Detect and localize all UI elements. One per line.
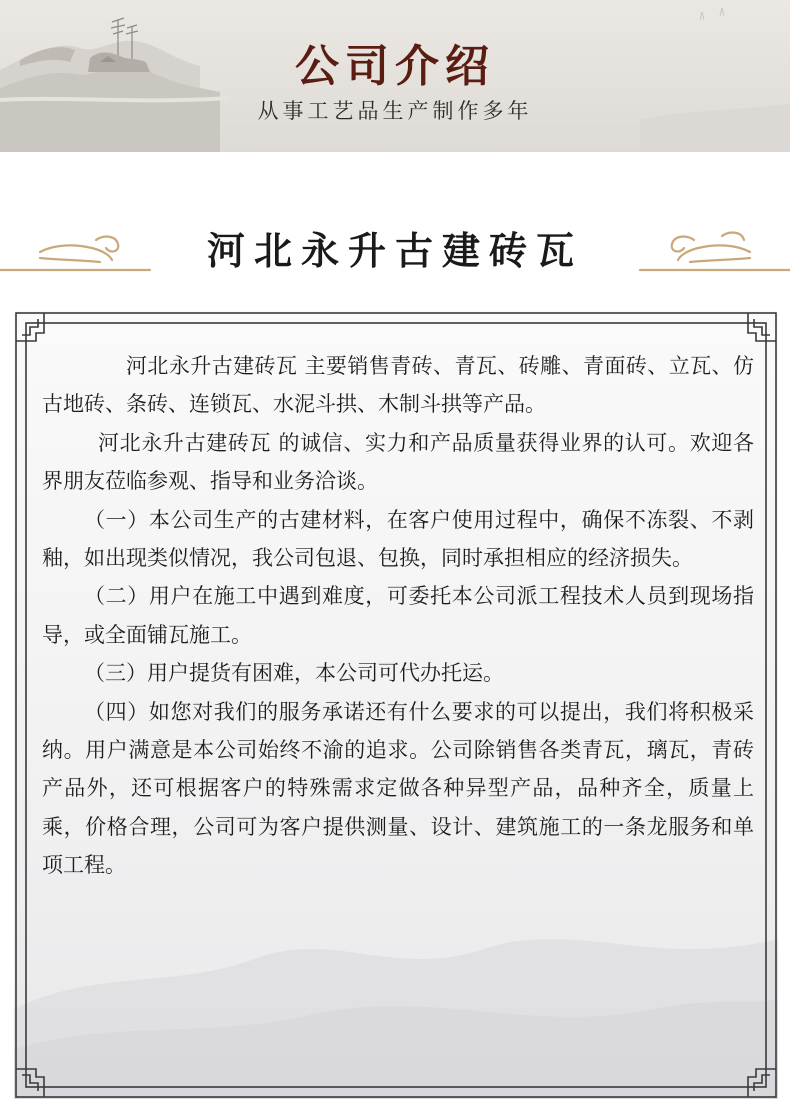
paragraph-commitment-3: （三）用户提货有困难，本公司可代办托运。 xyxy=(84,661,504,686)
section-heading xyxy=(0,226,790,276)
paragraph-commitment-4: （四）如您对我们的服务承诺还有什么要求的可以提出，我们将积极采纳。用户满意是本公司始终不渝的追求。公司除销售各类青瓦，璃瓦，青砖产品外，还可根据客户的特殊需求定做各种异型产品，品种齐全，质量上乘，价格合理，公司可为客户提供测量、设计、建筑施工的一条龙服务和单项工程。 xyxy=(42,699,754,878)
company-description xyxy=(42,347,754,885)
header-banner xyxy=(0,0,790,152)
page-title: 公司介绍 xyxy=(295,41,495,92)
paragraph-intro: 河北永升古建砖瓦 主要销售青砖、青瓦、砖雕、青面砖、立瓦、仿古地砖、条砖、连锁瓦、水泥斗拱、木制斗拱等产品。 xyxy=(42,354,754,417)
page-subtitle: 从事工艺品生产制作多年 xyxy=(257,99,533,123)
content-frame xyxy=(14,311,778,1099)
paragraph-reputation: 河北永升古建砖瓦 的诚信、实力和产品质量获得业界的认可。欢迎各界朋友莅临参观、指导和业务洽谈。 xyxy=(42,430,754,494)
paragraph-commitment-2: （二）用户在施工中遇到难度，可委托本公司派工程技术人员到现场指导，或全面铺瓦施工。 xyxy=(42,584,754,647)
paragraph-commitment-1: （一）本公司生产的古建材料，在客户使用过程中，确保不冻裂、不剥釉，如出现类似情况，我公司包退、包换，同时承担相应的经济损失。 xyxy=(42,507,754,571)
section-title: 河北永升古建砖瓦 xyxy=(206,229,583,273)
